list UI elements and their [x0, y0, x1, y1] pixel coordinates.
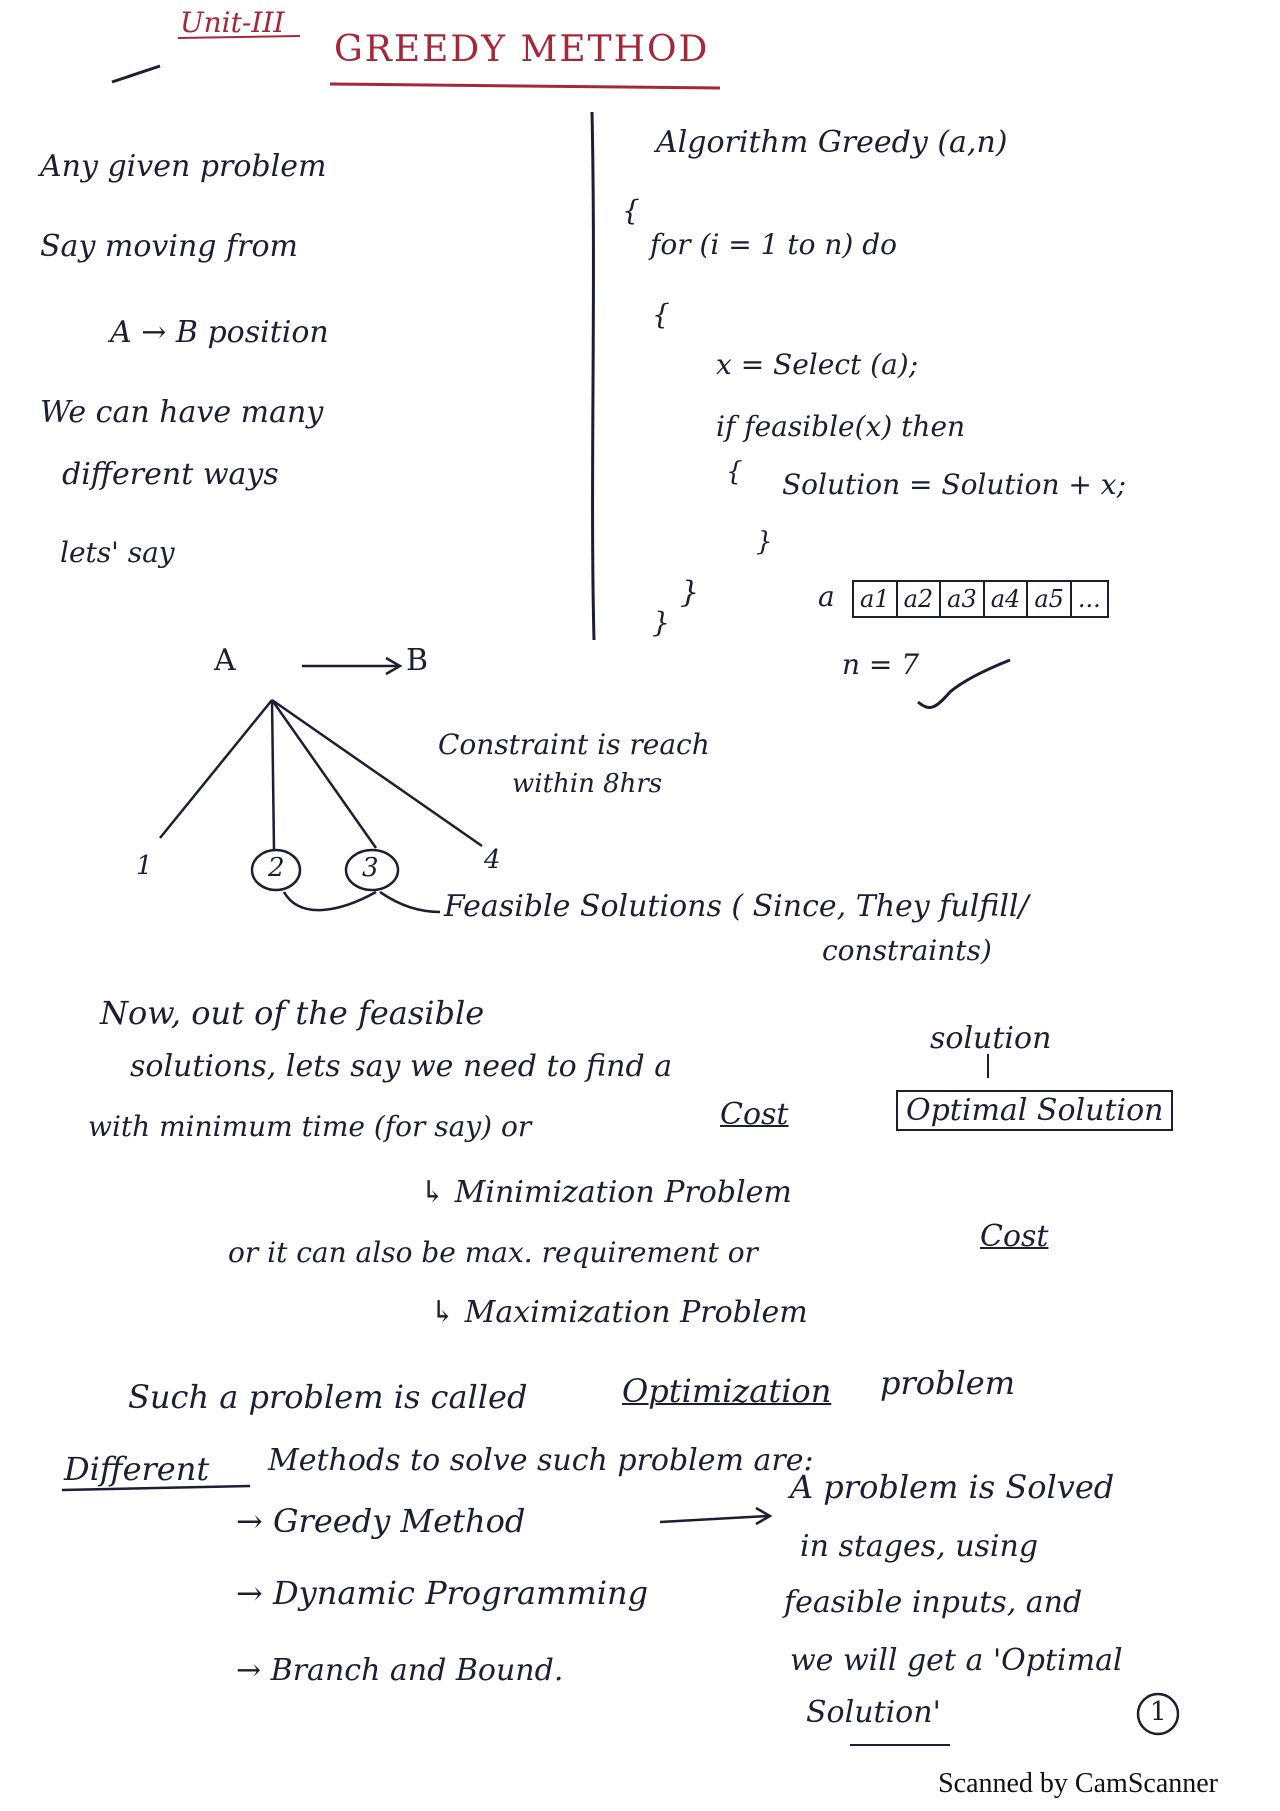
array-cell-6: ... [1070, 582, 1107, 616]
array-cell-5: a5 [1026, 582, 1070, 616]
cost-word: Cost [720, 1097, 789, 1132]
intro-line-3: A → B position [110, 315, 329, 350]
intro-line-5: different ways [62, 457, 279, 492]
desc-line-3: feasible inputs, and [784, 1585, 1083, 1620]
algorithm-close-3: } [652, 606, 670, 639]
intro-line-6: lets' say [60, 536, 175, 569]
branch-4 [272, 700, 482, 846]
para-line-1: Now, out of the feasible [100, 994, 485, 1032]
check-mark [918, 660, 1010, 707]
method-greedy: → Greedy Method [236, 1502, 526, 1540]
desc-line-4: we will get a 'Optimal [790, 1643, 1123, 1678]
page-number: 1 [1150, 1697, 1167, 1727]
method-dynamic: → Dynamic Programming [236, 1574, 649, 1612]
such-line-start: Such a problem is called [128, 1378, 528, 1416]
methods-line: Methods to solve such problem are: [268, 1443, 814, 1478]
or-line: or it can also be max. requirement or [228, 1236, 758, 1269]
feasible-arrow [380, 892, 440, 912]
array-cell-1: a1 [852, 582, 896, 616]
algorithm-inner-brace: { [652, 298, 670, 331]
cost-word-2: Cost [980, 1219, 1049, 1254]
maximization-line: ↳ Maximization Problem [430, 1295, 808, 1330]
feasible-line-2: constraints) [822, 934, 992, 967]
desc-line-5: Solution' [806, 1695, 941, 1730]
algorithm-open-brace: { [622, 194, 640, 227]
page-title: GREEDY METHOD [334, 29, 710, 70]
optimal-solution-box: Optimal Solution [896, 1090, 1173, 1131]
path-4: 4 [484, 845, 501, 875]
desc-line-2: in stages, using [800, 1529, 1039, 1564]
algorithm-for-line: for (i = 1 to n) do [650, 228, 898, 261]
path-2: 2 [268, 853, 285, 883]
constraint-line-1: Constraint is reach [438, 728, 710, 761]
para-line-2-solution: solution [930, 1021, 1052, 1056]
array-cell-4: a4 [983, 582, 1027, 616]
algorithm-solution-line: Solution = Solution + x; [782, 468, 1126, 501]
unit-label: Unit-III [180, 6, 285, 39]
path-3: 3 [362, 853, 379, 883]
title-underline [330, 84, 720, 88]
path-1: 1 [136, 851, 153, 881]
methods-arrow [660, 1516, 768, 1522]
array-cell-3: a3 [939, 582, 983, 616]
array-n-label: n = 7 [842, 648, 920, 681]
array-cell-2: a2 [896, 582, 940, 616]
feasible-connector [284, 892, 376, 910]
algorithm-close-2: } [680, 575, 700, 610]
pen-mark [112, 66, 160, 82]
desc-line-1: A problem is Solved [790, 1468, 1115, 1506]
algorithm-sol-brace: { [726, 457, 743, 487]
algorithm-if-line: if feasible(x) then [716, 410, 966, 443]
algorithm-title: Algorithm Greedy (a,n) [656, 125, 1008, 160]
array-label: a [818, 580, 835, 613]
column-divider [592, 112, 594, 640]
methods-different: Different [64, 1450, 210, 1488]
node-a: A [214, 643, 236, 678]
node-b: B [406, 643, 429, 678]
intro-line-1: Any given problem [40, 149, 327, 184]
scanner-watermark: Scanned by CamScanner [938, 1768, 1218, 1799]
branch-1 [160, 700, 272, 838]
array-cells [852, 580, 1109, 618]
intro-line-2: Say moving from [40, 229, 298, 264]
algorithm-close-1: } [756, 527, 773, 557]
problem-word: problem [880, 1364, 1016, 1402]
algorithm-select-line: x = Select (a); [716, 348, 919, 381]
branch-2 [272, 700, 274, 850]
intro-line-4: We can have many [40, 395, 324, 430]
para-line-3: with minimum time (for say) or [88, 1110, 532, 1143]
feasible-line-1: Feasible Solutions ( Since, They fulfill/ [444, 889, 1029, 924]
branch-3 [272, 700, 376, 848]
constraint-line-2: within 8hrs [512, 769, 663, 799]
optimization-word: Optimization [622, 1372, 832, 1410]
para-line-2: solutions, lets say we need to find a [130, 1049, 673, 1084]
minimization-line: ↳ Minimization Problem [420, 1175, 792, 1210]
method-branch: → Branch and Bound. [236, 1653, 564, 1688]
